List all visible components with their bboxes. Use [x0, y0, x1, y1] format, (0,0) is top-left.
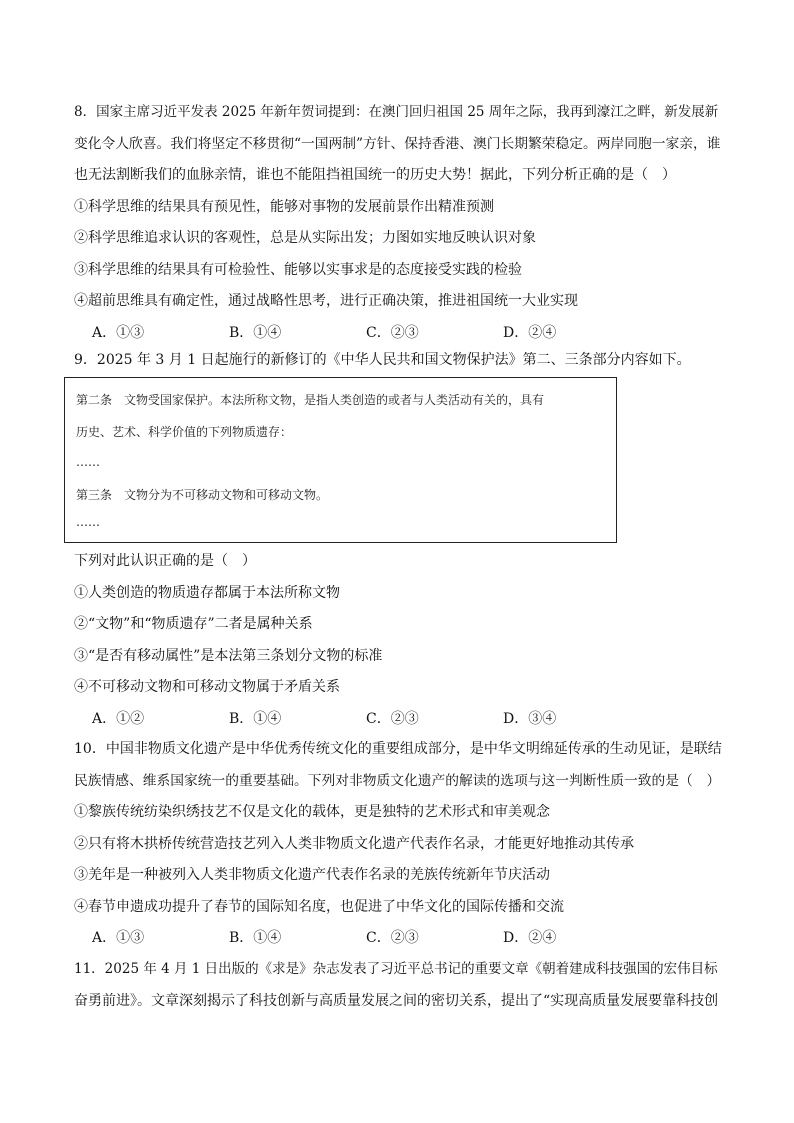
q8-stem-line: 8．国家主席习近平发表 2025 年新年贺词提到：在澳门回归祖国 25 周年之际，我再到濠江之畔，新发展新 [74, 104, 719, 120]
q9-options [74, 704, 724, 736]
q8-item-3: ③科学思维的结果具有可检验性、能够以实事求是的态度接受实践的检验 [74, 261, 522, 278]
question-8 [74, 97, 724, 349]
question-9-body [74, 546, 724, 735]
q10-option-c[interactable]: C．②③ [366, 930, 419, 946]
q9-item-4: ④不可移动文物和可移动文物属于矛盾关系 [74, 679, 340, 695]
q10-options [74, 923, 724, 955]
q9-item-1: ①人类创造的物质遗存都属于本法所称文物 [74, 584, 340, 601]
question-9-stem [74, 345, 724, 377]
box-ellipsis: …… [76, 455, 100, 469]
q9-item-3: ③“是否有移动属性”是本法第三条划分文物的标准 [74, 647, 383, 664]
q9-option-a[interactable]: A．①② [92, 710, 145, 727]
q8-option-b[interactable]: B．①④ [229, 324, 282, 341]
q8-option-d[interactable]: D．②④ [503, 324, 557, 341]
q9-question: 下列对此认识正确的是（ ） [74, 553, 256, 569]
q8-item-2: ②科学思维追求认识的客观性，总是从实际出发；力图如实地反映认识对象 [74, 230, 536, 246]
q8-stem-line: 也无法割断我们的血脉亲情，谁也不能阻挡祖国统一的历史大势！据此，下列分析正确的是（ ） [74, 167, 676, 183]
q11-stem-line: 11．2025 年 4 月 1 日出版的《求是》杂志发表了习近平总书记的重要文章《朝着建成科技强国的宏伟目标 [74, 961, 718, 977]
q10-stem-line: 10．中国非物质文化遗产是中华优秀传统文化的重要组成部分，是中华文明绵延传承的生动见证，是联结 [74, 741, 722, 757]
q8-option-c[interactable]: C．②③ [366, 324, 419, 341]
q8-stem-line: 变化令人欣喜。我们将坚定不移贯彻“一国两制”方针、保持香港、澳门长期繁荣稳定。两岸同胞一家亲，谁 [74, 135, 721, 152]
box-line: 历史、艺术、科学价值的下列物质遗存： [76, 425, 293, 439]
q10-option-d[interactable]: D．②④ [503, 930, 557, 946]
q10-option-a[interactable]: A．①③ [92, 930, 145, 946]
box-ellipsis: …… [76, 515, 100, 529]
q11-stem-line: 奋勇前进》。文章深刻揭示了科技创新与高质量发展之间的密切关系，提出了“实现高质量发展要靠科技创 [74, 992, 719, 1009]
question-10 [74, 734, 724, 955]
q10-item-1: ①黎族传统纺染织绣技艺不仅是文化的载体，更是独特的艺术形式和审美观念 [74, 804, 550, 820]
q10-item-4: ④春节申遗成功提升了春节的国际知名度，也促进了中华文化的国际传播和交流 [74, 898, 564, 915]
box-line: 第二条 文物受国家保护。本法所称文物，是指人类创造的或者与人类活动有关的，具有 [76, 393, 545, 407]
question-11 [74, 954, 724, 1017]
box-line: 第三条 文物分为不可移动文物和可移动文物。 [76, 488, 329, 502]
q9-item-2: ②“文物”和“物质遗存”二者是属种关系 [74, 616, 313, 632]
q10-option-b[interactable]: B．①④ [229, 930, 282, 946]
q10-item-3: ③羌年是一种被列入人类非物质文化遗产代表作名录的羌族传统新年节庆活动 [74, 867, 550, 883]
q9-option-d[interactable]: D．③④ [503, 710, 557, 727]
q9-option-b[interactable]: B．①④ [229, 710, 282, 727]
q10-item-2: ②只有将木拱桥传统营造技艺列入人类非物质文化遗产代表作名录，才能更好地推动其传承 [74, 835, 634, 852]
law-excerpt-box [64, 377, 617, 543]
q9-stem: 9．2025 年 3 月 1 日起施行的新修订的《中华人民共和国文物保护法》第二、三条部分内容如下。 [74, 352, 691, 368]
q8-option-a[interactable]: A．①③ [92, 324, 145, 341]
q8-item-1: ①科学思维的结果具有预见性，能够对事物的发展前景作出精准预测 [74, 198, 494, 215]
q9-option-c[interactable]: C．②③ [366, 710, 419, 727]
q8-item-4: ④超前思维具有确定性，通过战略性思考，进行正确决策，推进祖国统一大业实现 [74, 293, 578, 309]
q10-stem-line: 民族情感、维系国家统一的重要基础。下列对非物质文化遗产的解读的选项与这一判断性质一致的是（ ） [74, 772, 721, 789]
